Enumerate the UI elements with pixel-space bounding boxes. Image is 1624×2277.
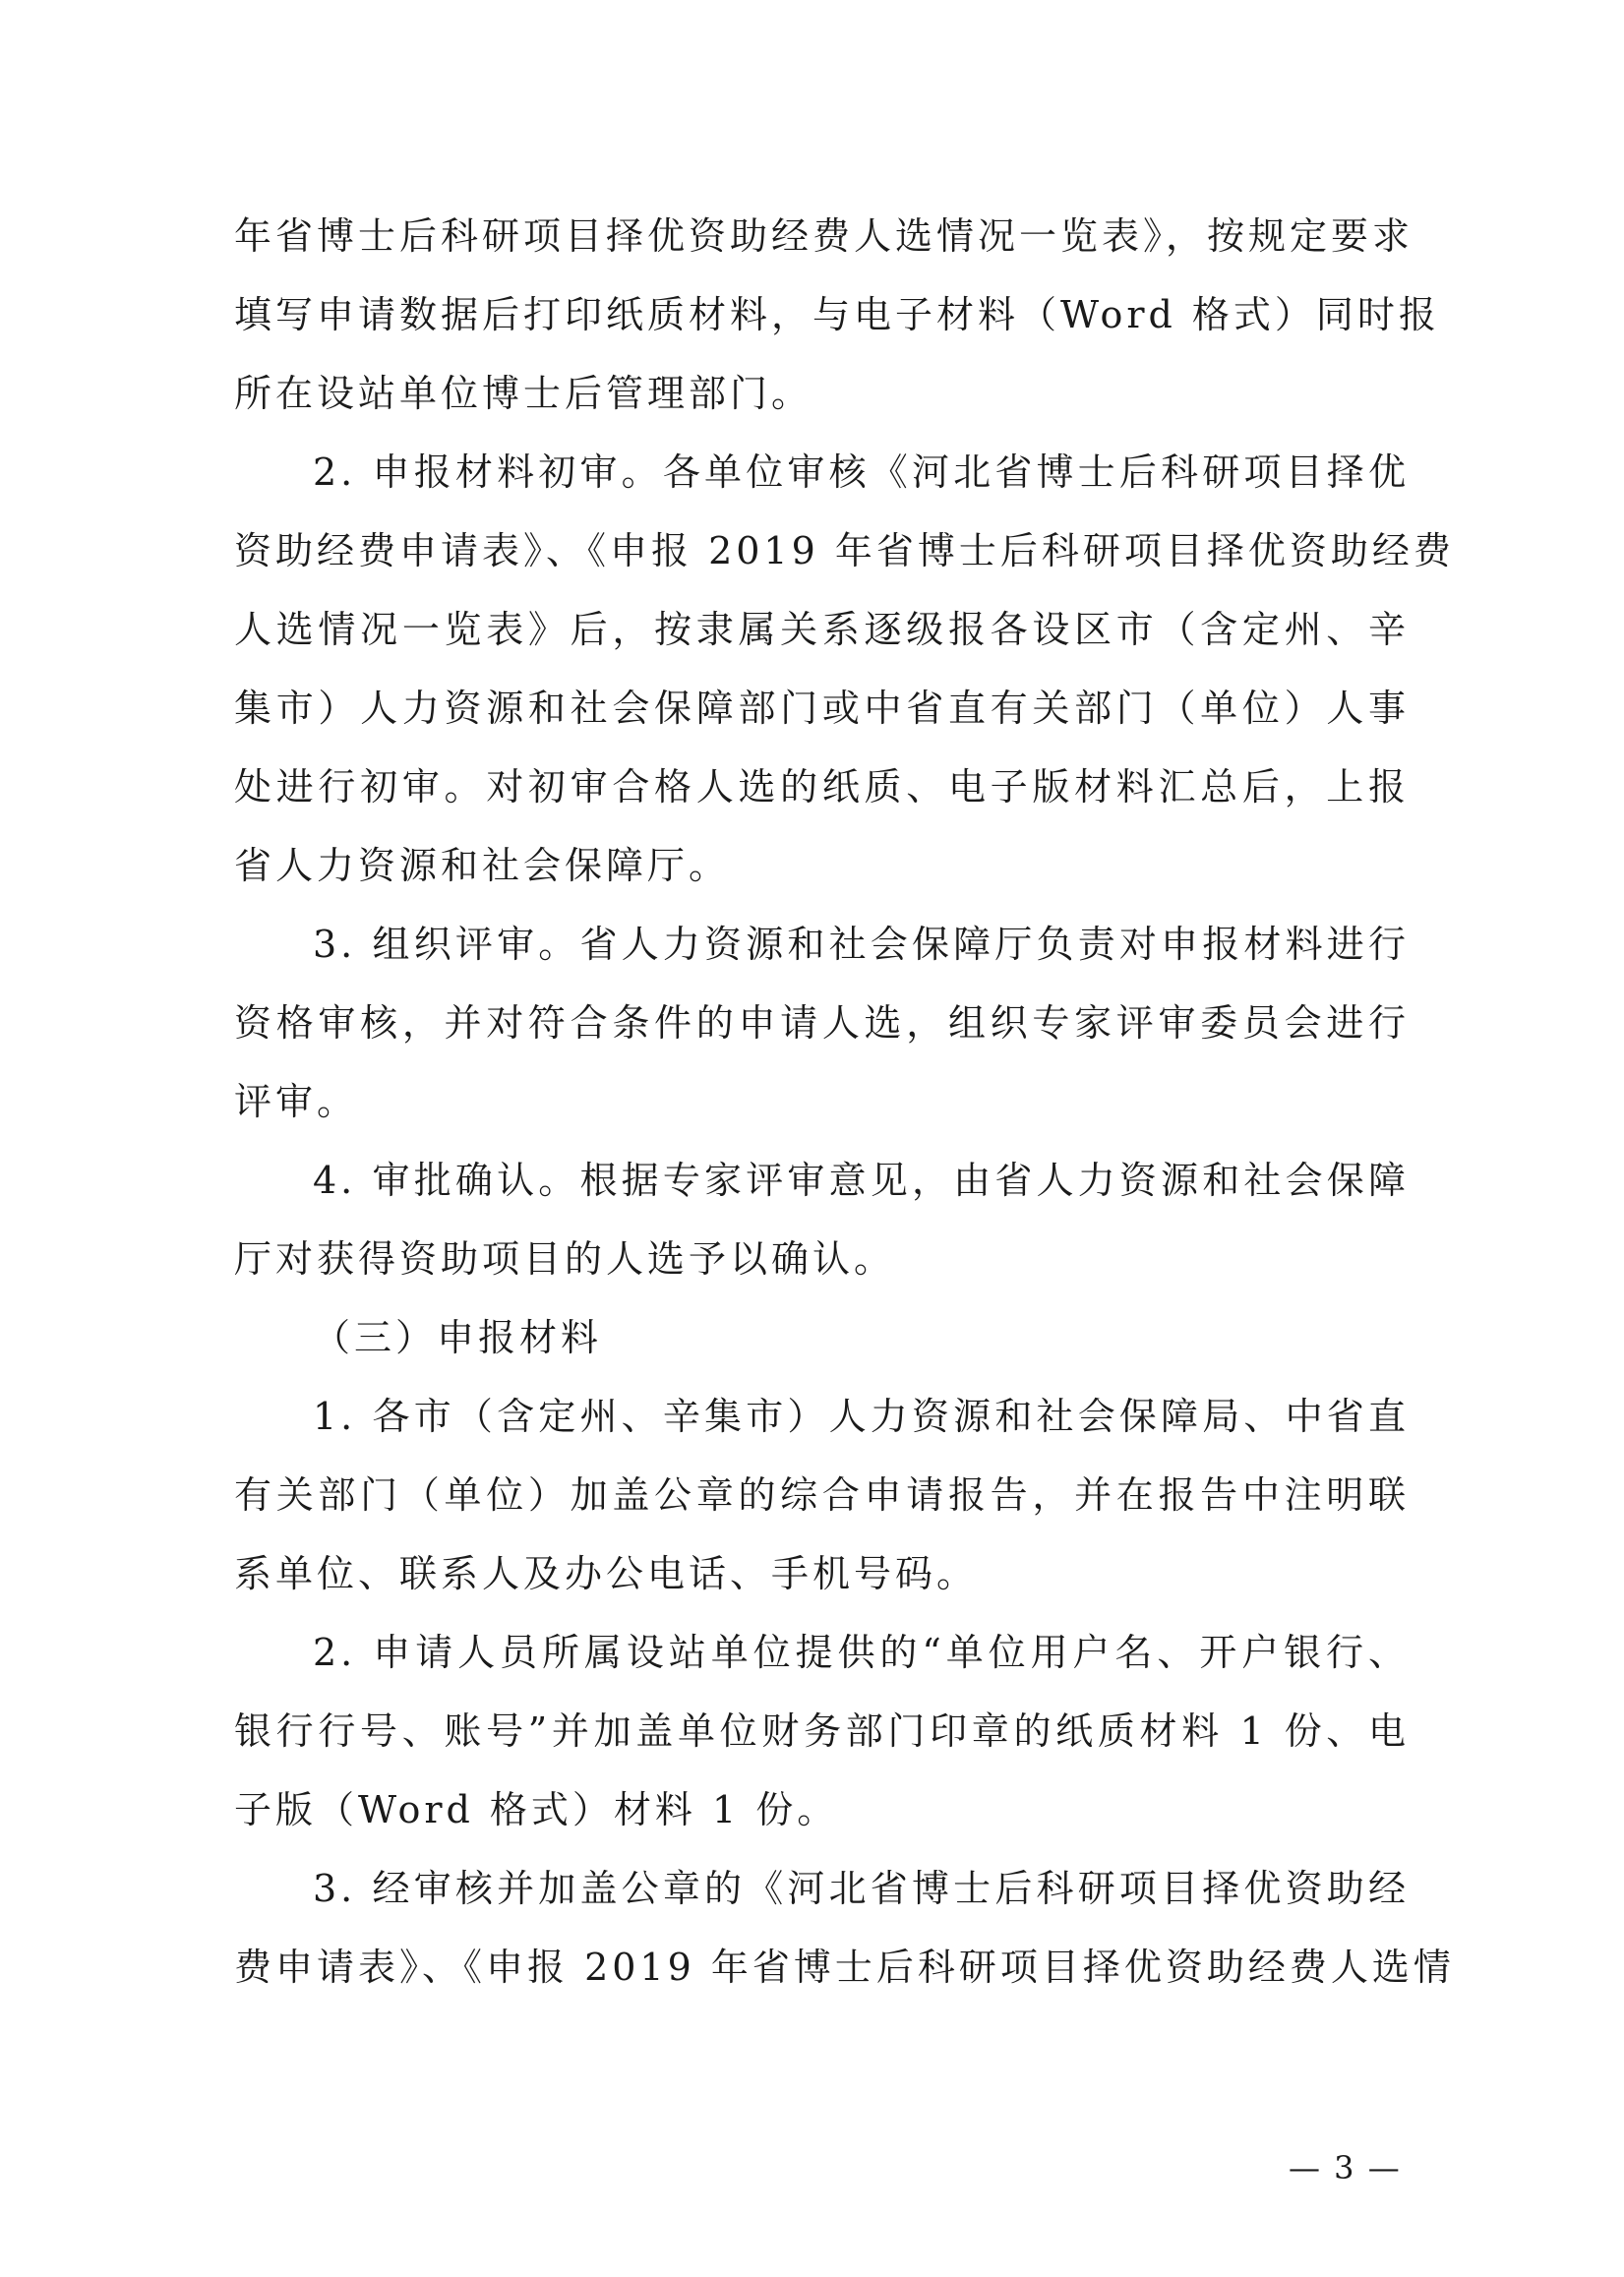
text-line: 费申请表》、《申报 2019 年省博士后科研项目择优资助经费人选情 <box>234 1946 1455 1989</box>
section-heading: （三）申报材料 <box>313 1316 603 1359</box>
paragraph-start-line: 1. 各市（含定州、辛集市）人力资源和社会保障局、中省直 <box>313 1395 1410 1438</box>
paragraph-start-line: 2. 申请人员所属设站单位提供的“单位用户名、开户银行、 <box>313 1631 1410 1674</box>
text-line: 资助经费申请表》、《申报 2019 年省博士后科研项目择优资助经费 <box>234 529 1455 572</box>
text-line: 人选情况一览表》后，按隶属关系逐级报各设区市（含定州、辛 <box>234 608 1410 651</box>
text-line: 子版（Word 格式）材料 1 份。 <box>234 1788 839 1831</box>
text-line: 填写申请数据后打印纸质材料，与电子材料（Word 格式）同时报 <box>234 293 1440 336</box>
paragraph-start-line: 3. 经审核并加盖公章的《河北省博士后科研项目择优资助经 <box>313 1867 1410 1910</box>
text-line: 系单位、联系人及办公电话、手机号码。 <box>234 1552 979 1595</box>
body-text <box>234 197 1455 2007</box>
text-line: 厅对获得资助项目的人选予以确认。 <box>234 1237 896 1281</box>
paragraph-start-line: 4. 审批确认。根据专家评审意见，由省人力资源和社会保障 <box>313 1159 1410 1202</box>
text-line: 评审。 <box>234 1080 359 1123</box>
text-line: 有关部门（单位）加盖公章的综合申请报告，并在报告中注明联 <box>234 1473 1410 1517</box>
text-line: 银行行号、账号”并加盖单位财务部门印章的纸质材料 1 份、电 <box>234 1709 1410 1753</box>
text-line: 处进行初审。对初审合格人选的纸质、电子版材料汇总后，上报 <box>234 765 1410 809</box>
text-line: 资格审核，并对符合条件的申请人选，组织专家评审委员会进行 <box>234 1001 1410 1045</box>
paragraph-start-line: 3. 组织评审。省人力资源和社会保障厅负责对申报材料进行 <box>313 923 1410 966</box>
paragraph-start-line: 2. 申报材料初审。各单位审核《河北省博士后科研项目择优 <box>313 450 1410 494</box>
text-line: 省人力资源和社会保障厅。 <box>234 844 731 887</box>
text-line: 年省博士后科研项目择优资助经费人选情况一览表》，按规定要求 <box>234 214 1414 258</box>
page-number: — 3 — <box>1289 2149 1402 2187</box>
text-line: 所在设站单位博士后管理部门。 <box>234 372 813 415</box>
text-line: 集市）人力资源和社会保障部门或中省直有关部门（单位）人事 <box>234 687 1410 730</box>
